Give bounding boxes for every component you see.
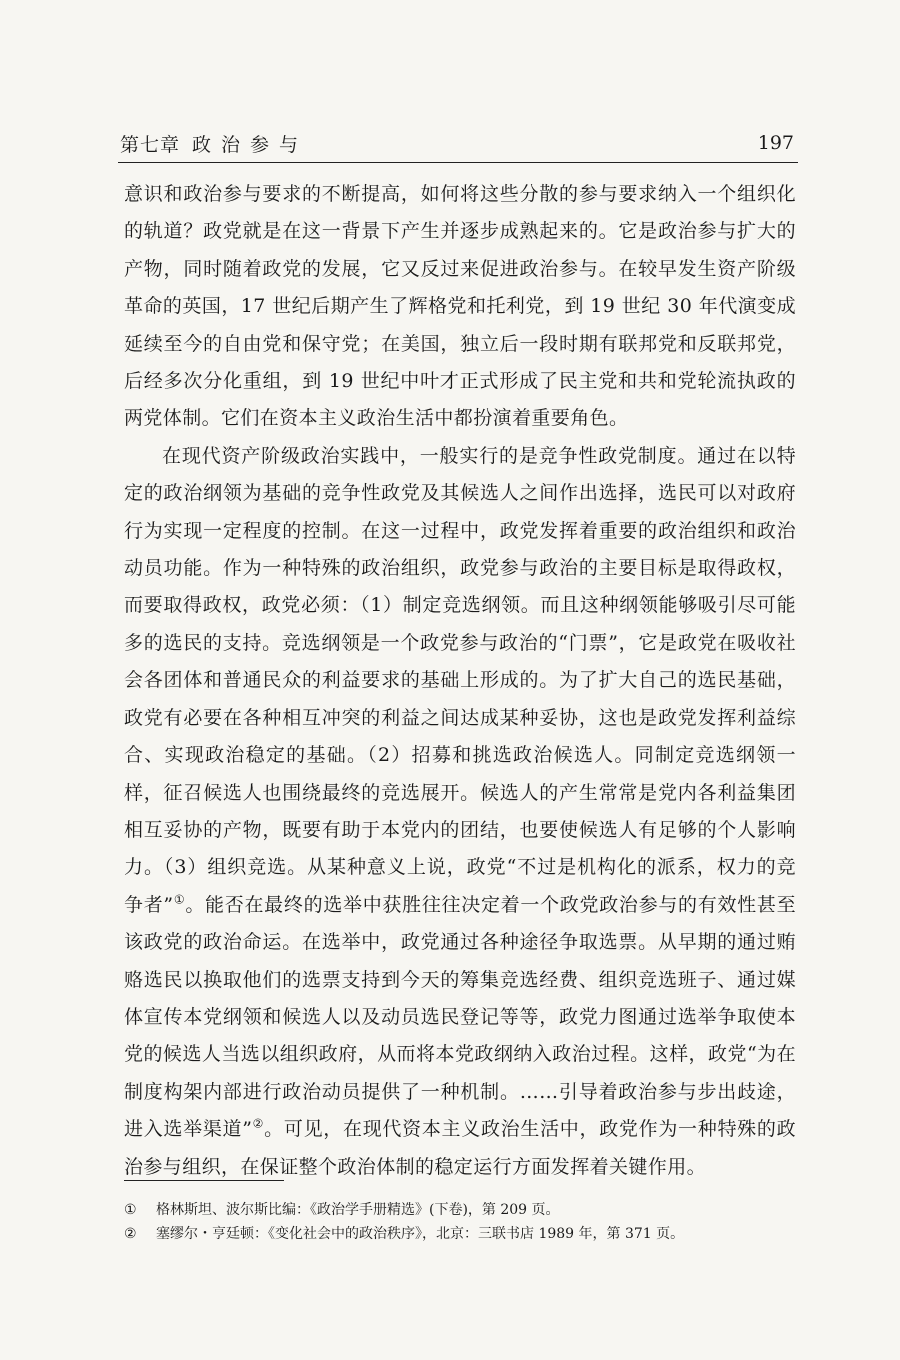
chapter-title: 政治参与 [192,134,309,156]
paragraph-2-part-3: 。可见，在现代资本主义政治生活中，政党作为一种特殊的政治参与组织，在保证整个政治体制的稳定运行方面发挥着关键作用。 [124,1118,796,1178]
footnote-ref-1[interactable]: ① [173,892,186,907]
page-number: 197 [757,132,794,154]
paragraph-2-part-2: 。能否在最终的选举中获胜往往决定着一个政党政治参与的有效性甚至该政党的政治命运。在选举中，政党通过各种途径争取选票。从早期的通过贿赂选民以换取他们的选票支持到今天的筹集竞选经费、组织竞选班子、通过媒体宣传本党纲领和候选人以及动员选民登记等等，政党力图通过选举争取使本党的候选人当选以组织政府，从而将本党政纲纳入政治过程。这样，政党“为在制度构架内部进行政治动员提供了一种机制。……引导着政治参与步出歧途，进入选举渠道” [124,893,796,1141]
footnote-divider [124,1180,284,1181]
footnote-text: 格林斯坦、波尔斯比编：《政治学手册精选》(下卷)，第 209 页。 [156,1202,560,1218]
footnotes [124,1198,796,1246]
footnote-number: ① [124,1202,137,1218]
footnote-2 [124,1222,796,1246]
running-header [118,128,798,163]
paragraph-1: 意识和政治参与要求的不断提高，如何将这些分散的参与要求纳入一个组织化的轨道？政党就是在这一背景下产生并逐步成熟起来的。它是政治参与扩大的产物，同时随着政党的发展，它又反过来促进政治参与。在较早发生资产阶级革命的英国，17 世纪后期产生了辉格党和托利党，到 19 世纪 30 年代演变成延续至今的自由党和保守党；在美国，独立后一段时期有联邦党和反联邦党，后经多次分化重组，到 19 世纪中叶才正式形成了民主党和共和党轮流执政的两党体制。它们在资本主义政治生活中都扮演着重要角色。 [124,183,796,430]
footnote-ref-2[interactable]: ② [252,1116,265,1131]
footnote-1 [124,1198,796,1222]
paragraph-2-part-1: 在现代资产阶级政治实践中，一般实行的是竞争性政党制度。通过在以特定的政治纲领为基础的竞争性政党及其候选人之间作出选择，选民可以对政府行为实现一定程度的控制。在这一过程中，政党发挥着重要的政治组织和政治动员功能。作为一种特殊的政治组织，政党参与政治的主要目标是取得政权，而要取得政权，政党必须：（1）制定竞选纲领。而且这种纲领能够吸引尽可能多的选民的支持。竞选纲领是一个政党参与政治的“门票”，它是政党在吸收社会各团体和普通民众的利益要求的基础上形成的。为了扩大自己的选民基础，政党有必要在各种相互冲突的利益之间达成某种妥协，这也是政党发挥利益综合、实现政治稳定的基础。（2）招募和挑选政治候选人。同制定竞选纲领一样，征召候选人也围绕最终的竞选展开。候选人的产生常常是党内各利益集团相互妥协的产物，既要有助于本党内的团结，也要使候选人有足够的个人影响力。（3）组织竞选。从某种意义上说，政党“不过是机构化的派系，权力的竞争者” [124,444,796,916]
chapter-heading [120,130,308,157]
chapter-label: 第七章 [120,134,181,156]
paragraph-2 [124,438,796,1186]
body-text [124,176,796,1186]
footnote-number: ② [124,1226,137,1242]
footnote-text: 塞缪尔・亨廷顿：《变化社会中的政治秩序》，北京：三联书店 1989 年，第 371 页。 [156,1226,685,1242]
